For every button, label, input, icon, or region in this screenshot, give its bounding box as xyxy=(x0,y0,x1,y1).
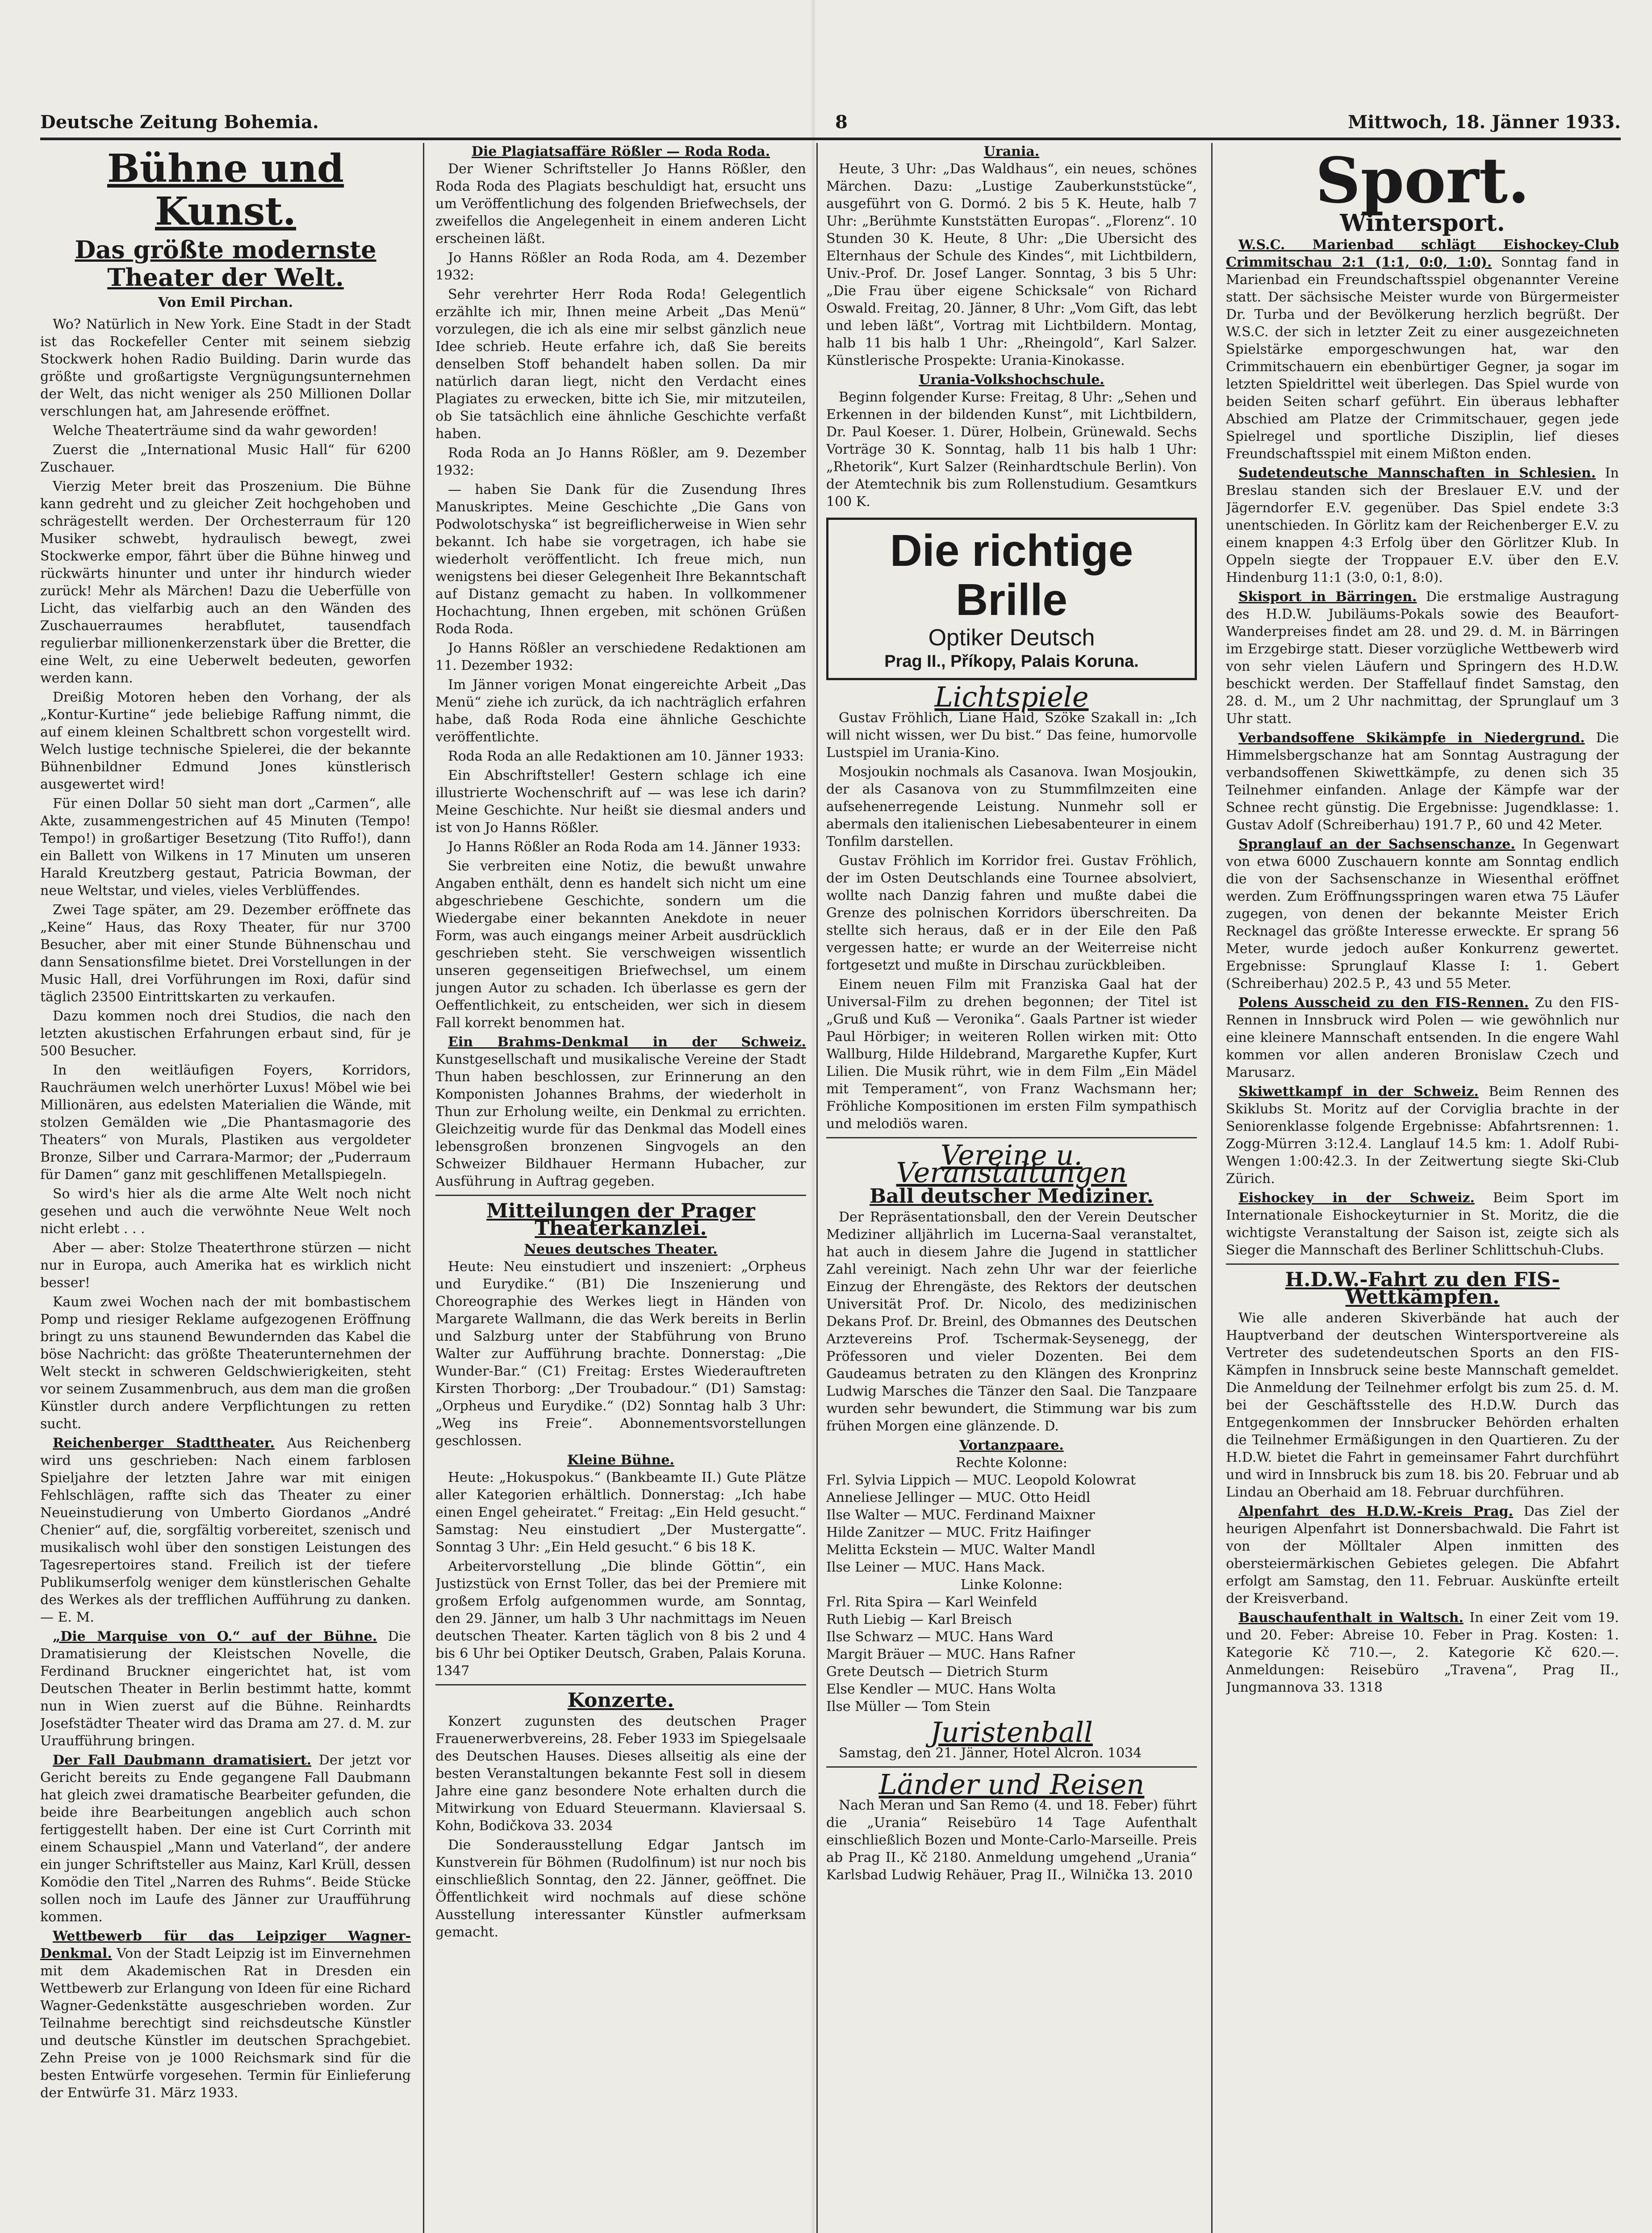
paragraph: Dreißig Motoren heben den Vorhang, der als „Kontur-Kurtine“ jede beliebige Raffung nimmt, die auf einem kleinen Schaltbrett schon vorgestellt wird. Welch lustige technische Spielerei, die der bekannte Bühnenbildner Edmund Jones künstlerisch ausgewertet wird! xyxy=(40,690,411,792)
urania-text: Heute, 3 Uhr: „Das Waldhaus“, ein neues, schönes Märchen. Dazu: „Lustige Zauberkunststücke“, ausgeführt von G. Dormó. 2 bis 5 K. Heute, halb 7 Uhr: „Berühmte Kunststätten Europas“. „Florenz“. 10 Stunden 30 K. Heute, 8 Uhr: „Die Ubersicht des Elternhaus der Schule des Kindes“, mit Lichtbildern, Univ.-Prof. Dr. Josef Langer. Sonntag, 3 bis 5 Uhr: „Die Frau über eigene Schicksale“ von Richard Oswald. Freitag, 20. Jänner, 8 Uhr: „Vom Gift, das lebt und leben läßt“, Vortrag mit Lichtbildern. Montag, halb 11 bis halb 1 Uhr: „Rheingold“, Karl Salzer. Künstlerische Prospekte: Urania-Kinokasse. xyxy=(826,161,1197,368)
dance-pairs-right xyxy=(826,1472,1197,1576)
paragraph: Wo? Natürlich in New York. Eine Stadt in der Stadt ist das Rockefeller Center mit seinem siebzig Stockwerk hohen Radio Building. Darin wurde das größte und großartigste Vergnügungsunternehmen der Welt, das nicht weniger als 250 Millionen Dollar verschlungen hat, am Jahresende eröffnet. xyxy=(40,317,411,419)
note-text: Die Himmelsbergschanze hat am Sonntag Austragung der verbandsoffenen Skiwettkämpfe, zu denen sich 35 Teilnehmer einfanden. Anlage der Kämpfe war der Schnee recht günstig. Die Ergebnisse: Jugendklasse: 1. Gustav Adolf (Schreiberhau) 191.7 P., 60 und 42 Meter. xyxy=(1226,730,1619,833)
article-title: Das größte modernste Theater der Welt. xyxy=(75,235,376,292)
paragraph: Jo Hanns Rößler an verschiedene Redaktionen am 11. Dezember 1932: xyxy=(435,640,806,673)
note-text: In Gegenwart von etwa 6000 Zuschauern konnte am Sonntag endlich die von der Sachsenschanze in Wiesenthal eröffnet werden. Zum Eröffnungsspringen waren etwa 75 Läufer zugegen, von denen der bekannte Meister Erich Recknagel das größte Interesse erweckte. Er sprang 56 Meter, wurde jedoch außer Konkurrenz gewertet. Ergebnisse: Sprunglauf Klasse I: 1. Gebert (Schreiberhau) 202.5 P., 43 und 55 Meter. xyxy=(1226,836,1619,991)
note-text: Die erstmalige Austragung des H.D.W. Jubiläums-Pokals sowie des Beaufort-Wanderpreises findet am 28. und 29. d. M. in Bärringen im Erzgebirge statt. Dieser vorzügliche Wettbewerb wird von sehr vielen Läufern und Springern des H.D.W. beschickt werden. Der Staffellauf findet Samstag, den 28. d. M., um 2 Uhr nachmittag, der Sprunglauf um 3 Uhr statt. xyxy=(1226,589,1619,727)
jurist-ball-title: Juristenball xyxy=(930,1716,1093,1748)
concerts-text: Die Sonderausstellung Edgar Jantsch im Kunstverein für Böhmen (Rudolfinum) ist nur noch bis einschließlich Sonntag, den 22. Jänner, geöffnet. Die Öffentlichkeit wird nochmals auf diese schöne Ausstellung interessanter Künstler aufmerksam gemacht. xyxy=(435,1837,806,1940)
waltsch-item xyxy=(1226,1609,1619,1696)
masthead-left: Deutsche Zeitung Bohemia. xyxy=(40,112,319,133)
note-heading: Spranglauf an der Sachsenschanze. xyxy=(1238,836,1515,852)
news-note xyxy=(435,1033,806,1190)
paragraph: Roda Roda an alle Redaktionen am 10. Jänner 1933: xyxy=(448,749,804,764)
column-divider xyxy=(423,143,424,2233)
rule xyxy=(826,1137,1197,1138)
rule xyxy=(826,1766,1197,1768)
news-note xyxy=(1226,588,1619,728)
news-note xyxy=(1226,836,1619,992)
film-items xyxy=(826,709,1197,1133)
column-divider xyxy=(816,143,818,2233)
dance-pair: Ilse Müller — Tom Stein xyxy=(826,1699,991,1714)
film-section-title: Lichtspiele xyxy=(934,681,1089,713)
events-section-title: Vereine u. Veranstaltungen xyxy=(896,1139,1127,1189)
article-body xyxy=(40,316,411,1433)
column-1 xyxy=(40,143,411,2233)
note-text: Beim Rennen des Skiklubs St. Moritz auf der Corviglia brachte in der Seniorenklasse folgende Ergebnisse: Abfahrtsrennen: 1. Zogg-Mürren 3:12.4. Langlauf 14.5 km: 1. Adolf Rubi-Wengen 1:00:42.3. In der Zeitwertung siegte Ski-Club Zürich. xyxy=(1226,1084,1619,1187)
note-text: Aus Reichenberg wird uns geschrieben: Nach einem farblosen Spieljahre der letzten Jahre war mit einigen Fehlschlägen, raffte sich das Theater zu einer Neueinstudierung von Umberto Giordanos „André Chenier“ auf, die, sorgfältig vorbereitet, szenisch und musikalisch wohl über den sonstigen Leistungen des Tagesrepertoires stand. Freilich ist der tiefere Publikumserfolg weniger dem künstlerischen Gehalte des Werkes als der trefflichen Aufführung zu danken. — E. M. xyxy=(40,1435,411,1625)
sport-items xyxy=(1226,236,1619,1259)
dance-pair: Frl. Rita Spira — Karl Weinfeld xyxy=(826,1594,1037,1610)
paragraph: In den weitläufigen Foyers, Korridors, Rauchräumen welch unerhörter Luxus! Möbel wie bei Millionären, aus edelsten Materialien die Wände, mit stolzen Gemälden wie „Die Phantasmagorie des Theaters“ von Murals, Plastiken aus vergoldeter Bronze, Silber und Carrara-Marmor; der „Puderraum für Damen“ ganz mit geschliffenen Metallspiegeln. xyxy=(40,1062,411,1183)
note-heading: W.S.C. Marienbad schlägt Eishockey-Club Crimmitschau 2:1 (1:1, 0:0, 1:0). xyxy=(1226,237,1619,270)
news-note xyxy=(1226,729,1619,834)
column-2 xyxy=(435,143,806,2233)
dance-pair: Frl. Sylvia Lippich — MUC. Leopold Kolowrat xyxy=(826,1472,1136,1488)
waltsch-text: In einer Zeit vom 19. und 20. Feber: Abreise 10. Feber in Prag. Kosten: 1. Kategorie Kč 710.—, 2. Kategorie Kč 620.—. Anmeldungen: Reisebüro „Travena“, Prag II., Jungmannova 33. 1318 xyxy=(1226,1610,1619,1695)
alpen-item xyxy=(1226,1503,1619,1607)
paragraph: Vierzig Meter breit das Proszenium. Die Bühne kann gedreht und zu gleicher Zeit hochgehoben und schrägestellt werden. Der Orchesterraum für 120 Musiker schwebt, hydraulisch bewegt, zwei Stockwerke empor, fährt über die Bühne hinweg und rückwärts hinunter und unter ihr hindurch wieder zurück! Mehr als Märchen! Dazu die Ueberfülle von Licht, das vielfarbig auch an den Wänden des Zuschauerraumes herabflutet, tausendfach regulierbar millionenkerzenstark über die Bretter, die eine Welt, zu eine Ueberwelt bedeuten, geworfen werden kann. xyxy=(40,479,411,686)
column-4 xyxy=(1226,143,1619,2233)
ball-text: Der Repräsentationsball, den der Verein Deutscher Mediziner alljährlich im Lucerna-Saal veranstaltet, hat auch in diesem Jahre die Jugend in stattlicher Zahl vereinigt. Nach zehn Uhr war der feierliche Einzug der Ehrengäste, des Rektors der deutschen Universität Prof. Dr. Nicolo, des medizinischen Dekans Prof. Dr. Breinl, des Obmannes des Deutschen Arztevereins Prof. Tschermak-Seysenegg, der Pröfessoren und vieler Dozenten. Bei dem Gaudeamus betraten zu den Klängen des Kronprinz Ludwig Marsches die Tänzer den Saal. Die Tanzpaare wurden sehr bewundert, die Stimmung war bis zum frühen Morgen eine glänzende. D. xyxy=(826,1209,1197,1434)
dance-pair: Ilse Walter — MUC. Ferdinand Maixner xyxy=(826,1507,1095,1523)
paragraph: — haben Sie Dank für die Zusendung Ihres Manuskriptes. Meine Geschichte „Die Gans von Podwolotschyska“ ist begreiflicherweise in Wien sehr bekannt. Ich habe sie vorgetragen, ich habe sie wiederholt veröffentlicht. Ich freue mich, nun wenigstens bei dieser Gelegenheit Ihre Bekanntschaft auf Distanz gemacht zu haben. In vollkommener Hochachtung, Ihnen ergeben, mit schönen Grüßen Roda Roda. xyxy=(435,482,806,637)
travel-section-title: Länder und Reisen xyxy=(878,1768,1145,1801)
note-heading: Ein Brahms-Denkmal in der Schweiz. xyxy=(448,1034,806,1050)
paragraph: Aber — aber: Stolze Theaterthrone stürzen — nicht nur in Europa, auch Amerika hat es wirklich nicht besser! xyxy=(40,1240,411,1291)
fis-title: H.D.W.-Fahrt zu den FIS-Wettkämpfen. xyxy=(1285,1268,1560,1309)
rule xyxy=(1226,1263,1619,1265)
paragraph: Jo Hanns Rößler an Roda Roda am 14. Jänner 1933: xyxy=(448,839,801,855)
sport-section-title: Sport. xyxy=(1315,144,1530,217)
paragraph: So wird's hier als die arme Alte Welt noch nicht gesehen und auch die verwöhnte Neue Welt noch nicht erlebt . . . xyxy=(40,1186,411,1237)
note-text: In Breslau standen sich der Breslauer E.V. und der Jägerndorfer E.V. gegenüber. Das Spiel endete 3:3 unentschieden. In Görlitz kam der Reichenberger E.V. zu einem knappen 4:3 Erfolg über den Görlitzer Klub. In Oppeln siegte der Troppauer E.V. über den E.V. Hindenburg 11:1 (3:0, 0:1, 8:0). xyxy=(1226,465,1619,585)
theater-section-title: Mitteilungen der Prager Theaterkanzlei. xyxy=(486,1200,755,1240)
rule xyxy=(435,1195,806,1196)
theater-text: Heute: Neu einstudiert und inszeniert: „Orpheus und Eurydike.“ (B1) Die Inszenierung und Choreographie des Werkes liegt in Händen von Margarete Wallmann, die das Werk bereits in Berlin und Salzburg unter der Stabführung von Bruno Walter zur Aufführung brachte. Donnerstag: „Die Wunder-Bar.“ (C1) Freitag: Erstes Wiederauftreten Kirsten Thorborg: „Der Troubadour.“ (D1) Samstag: „Orpheus und Eurydike.“ (D2) Sonntag halb 3 Uhr: „Weg ins Freie“. Abonnementsvorstellungen geschlossen. xyxy=(435,1259,806,1449)
paragraph: Roda Roda an Jo Hanns Rößler, am 9. Dezember 1932: xyxy=(435,445,806,478)
theater-text: Arbeitervorstellung „Die blinde Göttin“, ein Justizstück von Ernst Toller, das bei der Premiere mit großem Erfolg aufgenommen wurde, am Sonntag, den 29. Jänner, um halb 3 Uhr nachmittags im Neuen deutschen Theater. Karten täglich von 8 bis 2 und 4 bis 6 Uhr bei Optiker Deutsch, Graben, Palais Koruna. 1347 xyxy=(435,1559,806,1679)
paragraph: Welche Theaterträume sind da wahr geworden! xyxy=(53,423,378,439)
dance-pairs-title: Vortanzpaare. xyxy=(959,1438,1064,1453)
film-item: Einem neuen Film mit Franziska Gaal hat der Universal-Film zu drehen begonnen; der Titel ist „Gruß und Kuß — Veronika“. Gaals Partner ist wieder Paul Hörbiger; in weiteren Rollen wirken mit: Otto Wallburg, Hilde Hildebrand, Margarethe Kupfer, Kurt Lilien. Die Musik rührt, wie in dem Film „Ein Mädel mit Temperament“, von Franz Wachsmann her; Fröhliche Kompositionen im ersten Film sympathisch und melodiös waren. xyxy=(826,977,1197,1132)
news-note xyxy=(1226,236,1619,463)
paragraph: Sehr verehrter Herr Roda Roda! Gelegentlich erzählte ich mir, Ihnen meine Arbeit „Das Menü“ vorzulegen, die ich als eine mir selbst gänzlich neue Idee schrieb. Heute erfahre ich, daß Sie bereits denselben Stoff behandelt haben sollen. Da mir natürlich daran liegt, nicht den Verdacht eines Plagiates zu erwecken, bitte ich Sie, mir mitzuteilen, ob Sie tatsächlich eine ähnliche Geschichte verfaßt haben. xyxy=(435,287,806,442)
news-note xyxy=(40,1752,411,1926)
dance-pair: Else Kendler — MUC. Hans Wolta xyxy=(826,1681,1056,1697)
news-note xyxy=(1226,1083,1619,1188)
waltsch-title: Bauschaufenthalt in Waltsch. xyxy=(1238,1610,1464,1626)
fis-text: Wie alle anderen Skiverbände hat auch der Hauptverband der deutschen Wintersportvereine als Vertreter des sudetendeutschen Sports an den FIS-Kämpfen in Innsbruck seine beste Mannschaft gemeldet. Die Anmeldung der Teilnehmer erfolgt bis zum 25. d. M. bei der Geschäftsstelle des H.D.W. Durch das Entgegenkommen der Innsbrucker Behörden erhalten die Teilnehmer Ermäßigungen in den Quartieren. Zu der H.D.W. bietet die Fahrt in gemeinsamer Fahrt durchführt und wird in Innsbruck bis zum 18. bis 20. Februar und ab Lindau an Oberhaid am 18. Februar durchführen. xyxy=(1226,1310,1619,1500)
theater-subtitle: Kleine Bühne. xyxy=(567,1452,674,1468)
note-heading: Skisport in Bärringen. xyxy=(1238,589,1417,605)
theater-text: Heute: „Hokuspokus.“ (Bankbeamte II.) Gute Plätze aller Kategorien erhältlich. Donnerstag: „Ich habe einen Engel geheiratet.“ Freitag: „Ein Held gesucht.“ Samstag: Neu einstudiert „Der Mustergatte“. Sonntag 3 Uhr: „Ein Held gesucht.“ 6 bis 18 K. xyxy=(435,1470,806,1555)
note-text: Zu den FIS-Rennen in Innsbruck wird Polen — wie gewöhnlich nur eine kleinere Mannschaft entsenden. In die engere Wahl kommen vor allen anderen Bronislaw Czech und Marusarz. xyxy=(1226,995,1619,1080)
article-body xyxy=(435,160,806,1032)
theater-subtitle: Neues deutsches Theater. xyxy=(524,1242,718,1257)
dance-pair: Ilse Schwarz — MUC. Hans Ward xyxy=(826,1629,1054,1645)
article-author: Von Emil Pirchan. xyxy=(158,295,293,310)
paragraph: Der Wiener Schriftsteller Jo Hanns Rößler, den Roda Roda des Plagiats beschuldigt hat, ersucht uns um Veröffentlichung des folgenden Briefwechsels, der zweifellos die Angelegenheit in einem anderen Licht erscheinen läßt. xyxy=(435,161,806,247)
rule xyxy=(435,1684,806,1685)
note-heading: Reichenberger Stadttheater. xyxy=(53,1435,275,1451)
notes xyxy=(435,1033,806,1190)
note-heading: Sudetendeutsche Mannschaften in Schlesien. xyxy=(1238,465,1596,481)
paragraph: Ein Abschriftsteller! Gestern schlage ich eine illustrierte Wochenschrift auf — was lese ich darin? Meine Geschichte. Nur heißt sie diesmal anders und ist von Jo Hanns Rößler. xyxy=(435,768,806,836)
urania-title: Urania. xyxy=(983,144,1040,159)
optician-advertisement xyxy=(826,518,1197,680)
volkshochschule-title: Urania-Volkshochschule. xyxy=(919,372,1104,388)
dance-pair: Ruth Liebig — Karl Breisch xyxy=(826,1612,1012,1627)
paragraph: Sie verbreiten eine Notiz, die bewußt unwahre Angaben enthält, denn es handelt sich nicht um eine abgeschriebene Geschichte, sondern um die Wiedergabe einer bekannten Anekdote in neuer Form, was auch eingangs meiner Arbeit ausdrücklich geschrieben steht. Sie verschweigen wissentlich unseren gegenseitigen Briefwechsel, um einem jungen Autor zu schaden. Ich überlasse es gern der Oeffentlichkeit, zu entscheiden, wer sich in diesem Fall korrekt benommen hat. xyxy=(435,858,806,1031)
page-fold xyxy=(811,0,816,2233)
column-3 xyxy=(826,143,1197,2233)
note-text: Von der Stadt Leipzig ist im Einvernehmen mit dem Akademischen Rat in Dresden ein Wettbewerb zur Erlangung von Ideen für eine Richard Wagner-Gedenkstätte ausgeschrieben worden. Zur Teilnahme berechtigt sind reichsdeutsche Künstler und deutsche Künstler im deutschen Sprachgebiet. Zehn Preise von je 1000 Reichsmark sind für die besten Entwürfe vorgesehen. Termin für Einlieferung der Entwürfe 31. März 1933. xyxy=(40,1946,411,2101)
alpen-text: Das Ziel der heurigen Alpenfahrt ist Donnersbachwald. Die Fahrt ist von der Mölltaler Alpen inmitten des obersteiermärkischen Gebietes gelegen. Die Abfahrt erfolgt am Samstag, den 11. Februar. Auskünfte erteilt der Kreisverband. xyxy=(1226,1504,1619,1606)
travel-text: Nach Meran und San Remo (4. und 18. Feber) führt die „Urania“ Reisebüro 14 Tage Aufenthalt einschließlich Bozen und Monte-Carlo-Marseille. Preis ab Prag II., Kč 2180. Anmeldung umgehend „Urania“ Karlsbad Ludwig Rehäuer, Prag II., Wilnička 13. 2010 xyxy=(826,1798,1197,1883)
news-note xyxy=(40,1434,411,1626)
dance-pairs-left xyxy=(826,1593,1197,1715)
dance-pair: Ilse Leiner — MUC. Hans Mack. xyxy=(826,1560,1046,1575)
section-title: Bühne und Kunst. xyxy=(107,146,344,234)
alpen-title: Alpenfahrt des H.D.W.-Kreis Prag. xyxy=(1238,1504,1514,1519)
note-text: Die Dramatisierung der Kleistschen Novelle, die Ferdinand Bruckner eingerichtet hat, ist vom Deutschen Theater in Berlin bestimmt hatte, kommt nun in Wien zuerst auf die Bühne. Reinhardts Josefstädter Theater wird das Drama am 27. d. M. zur Uraufführung bringen. xyxy=(40,1629,411,1749)
paragraph: Dazu kommen noch drei Studios, die nach den letzten akustischen Erfahrungen erbaut sind, für je 500 Besucher. xyxy=(40,1008,411,1059)
paragraph: Für einen Dollar 50 sieht man dort „Carmen“, alle Akte, zusammengestrichen auf 45 Minuten (Tempo! Tempo!) in großartiger Besetzung (Tito Ruffo!), dann ein Ballett von Wilkens in 17 Minuten um unseren Harald Kreutzberg gestaut, Patricia Bowman, der neue Weltstar, und vieles, vieles Verblüffendes. xyxy=(40,796,411,899)
note-heading: Eishockey in der Schweiz. xyxy=(1238,1190,1475,1206)
dance-pair: Anneliese Jellinger — MUC. Otto Heidl xyxy=(826,1490,1091,1505)
news-note xyxy=(40,1928,411,2102)
note-heading: Verbandsoffene Skikämpfe in Niedergrund. xyxy=(1238,730,1585,746)
note-heading: Der Fall Daubmann dramatisiert. xyxy=(53,1752,312,1768)
page-number: 8 xyxy=(835,112,848,133)
concerts-text: Konzert zugunsten des deutschen Prager Frauenerwerbvereins, 28. Feber 1933 im Spiegelsaale des Deutschen Hauses. Dieses allseitig als eine der besten Veranstaltungen bekannte Fest soll in diesem Jahre eine ganz besondere Note erhalten durch die Mitwirkung von Eduard Steuermann. Klaviersaal S. Kohn, Bodičkova 33. 2034 xyxy=(435,1714,806,1834)
notes xyxy=(40,1434,411,2102)
film-item: Gustav Fröhlich im Korridor frei. Gustav Fröhlich, der im Osten Deutschlands eine Tournee absolviert, wollte nach Danzig fahren und mußte dabei die Grenze des polnischen Korridors überschreiten. Da stellte sich heraus, daß er in der Eile den Paß vergessen hatte; er wurde an der Weiterreise nicht fortgesetzt und mußte in Dirschau zurückbleiben. xyxy=(826,853,1197,973)
paragraph: Jo Hanns Rößler an Roda Roda, am 4. Dezember 1932: xyxy=(435,250,806,283)
article-title: Die Plagiatsaffäre Rößler — Roda Roda. xyxy=(471,144,770,159)
paragraph: Zwei Tage später, am 29. Dezember eröffnete das „Keine“ Haus, das Roxy Theater, für nur 3700 Besucher, aber mit einer Stunde Bühnenschau und dann Sensationsfilme bietet. Drei Vorstellungen in der Music Hall, drei Vorführungen im Roxi, dafür sind täglich 23500 Eintrittskarten zu verkaufen. xyxy=(40,902,411,1005)
film-item: Mosjoukin nochmals als Casanova. Iwan Mosjoukin, der als Casanova von zu Stummfilmzeiten eine aufsehenerregende Leistung. Nunmehr soll er abermals den italienischen Liebesabenteurer in einem Tonfilm darstellen. xyxy=(826,764,1197,849)
paragraph: Kaum zwei Wochen nach der mit bombastischem Pomp und riesiger Reklame aufgezogenen Eröffnung bringt zu uns staunend Bewundernden das Kabel die böse Nachricht: das größte Theaterunternehmen der Welt steckt in schweren Geldschwierigkeiten, steht vor seinem Zusammenbruch, aus dem man die großen Künstler durch andere Verpflichtungen zu retten sucht. xyxy=(40,1294,411,1432)
ball-title: Ball deutscher Mediziner. xyxy=(870,1185,1154,1208)
note-heading: „Die Marquise von O.“ auf der Bühne. xyxy=(53,1629,377,1644)
paragraph: Im Jänner vorigen Monat eingereichte Arbeit „Das Menü“ ziehe ich zurück, da ich nachträglich erfahren habe, daß Roda Roda eine ähnliche Geschichte veröffentlichte. xyxy=(435,677,806,745)
ad-address: Prag II., Příkopy, Palais Koruna. xyxy=(884,652,1139,671)
note-text: Beim Sport im Internationale Eishockeyturnier in St. Moritz, die die wichtigste Veranstaltung der Saison ist, zeigte sich als Sieger die Mannschaft des Berliner Schlittschuh-Clubs. xyxy=(1226,1190,1619,1258)
film-item: Gustav Fröhlich, Liane Haid, Szöke Szakall in: „Ich will nicht wissen, wer Du bist.“ Das feine, humorvolle Lustspiel im Urania-Kino. xyxy=(826,710,1197,761)
column-divider xyxy=(1211,143,1213,2233)
page-header xyxy=(40,112,1621,134)
dance-pair: Margit Bräuer — MUC. Hans Rafner xyxy=(826,1647,1075,1662)
note-heading: Polens Ausscheid zu den FIS-Rennen. xyxy=(1238,995,1529,1011)
dance-pair: Hilde Zanitzer — MUC. Fritz Haifinger xyxy=(826,1525,1091,1540)
dance-pair: Grete Deutsch — Dietrich Sturm xyxy=(826,1664,1048,1680)
ad-company: Optiker Deutsch xyxy=(928,625,1095,651)
jurist-ball-text: Samstag, den 21. Jänner, Hotel Alcron. 1034 xyxy=(839,1745,1142,1761)
note-text: Sonntag fand in Marienbad ein Freundschaftsspiel obgenannter Vereine statt. Der sächsische Meister wurde von Bürgermeister Dr. Turba und der Bevölkerung herzlich begrüßt. Der W.S.C. der sich in letzter Zeit zu einer ausgezeichneten Spielstärke emporgeschwungen hat, war den Crimmitschauern ein ebenbürtiger Gegner, ja sogar im letzten Spieldrittel weit überlegen. Das Spiel wurde von beiden Seiten scharf geführt. Ein überaus lebhafter Abschied am Platze der Crimmitschauer, gegen jede Spielregel und sportliche Disziplin, lief dieses Freundschaftsspiel mit einem Mißton enden. xyxy=(1226,255,1619,462)
note-heading: Wettbewerb für das Leipziger Wagner-Denkmal. xyxy=(40,1928,411,1961)
news-note xyxy=(1226,1189,1619,1259)
ad-headline: Die richtige Brille xyxy=(890,526,1133,625)
header-rule xyxy=(40,138,1621,140)
note-text: Kunstgesellschaft und musikalische Vereine der Stadt Thun haben beschlossen, zur Erinnerung an den Komponisten Johannes Brahms, der wiederholt in Thun zur Erholung weilte, ein Denkmal zu errichten. Gleichzeitig wurde für das Denkmal das Modell eines lebensgroßen bronzenen Singvogels an den Schweizer Bildhauer Hermann Hubacher, zur Ausführung in Auftrag gegeben. xyxy=(435,1052,806,1189)
dance-pair: Melitta Eckstein — MUC. Walter Mandl xyxy=(826,1542,1096,1558)
left-column-label: Linke Kolonne: xyxy=(960,1577,1063,1593)
sport-subtitle: Wintersport. xyxy=(1340,209,1505,237)
news-note xyxy=(40,1628,411,1750)
date-line: Mittwoch, 18. Jänner 1933. xyxy=(1347,112,1621,133)
paragraph: Zuerst die „International Music Hall“ für 6200 Zuschauer. xyxy=(40,442,411,475)
news-note xyxy=(1226,994,1619,1081)
volkshochschule-text: Beginn folgender Kurse: Freitag, 8 Uhr: „Sehen und Erkennen in der bildenden Kunst“, mit Lichtbildern, Dr. Paul Koeser. 1. Dürer, Holbein, Grünewald. Sechs Vorträge 30 K. Sonntag, halb 11 bis halb 1 Uhr: „Rhetorik“, Kurt Salzer (Reinhardtschule Berlin). Von der Atemtechnik bis zum Rollenstudium. Gesamtkurs 100 K. xyxy=(826,389,1197,510)
right-column-label: Rechte Kolonne: xyxy=(956,1455,1067,1471)
concerts-title: Konzerte. xyxy=(567,1689,674,1712)
note-heading: Skiwettkampf in der Schweiz. xyxy=(1238,1084,1479,1100)
news-note xyxy=(1226,464,1619,586)
note-text: Der jetzt vor Gericht bereits zu Ende gegangene Fall Daubmann hat gleich zwei dramatische Bearbeiter gefunden, die beide ihre Bearbeitungen angeblich auch schon fertiggestellt haben. Der eine ist Curt Corrinth mit einem Schauspiel „Mann und Vaterland“, der andere ein junger Schriftsteller aus Mainz, Karl Krüll, dessen Komödie den Titel „Narren des Ruhms“. Beide Stücke sollen noch im Laufe des Jänner zur Uraufführung kommen. xyxy=(40,1752,411,1925)
